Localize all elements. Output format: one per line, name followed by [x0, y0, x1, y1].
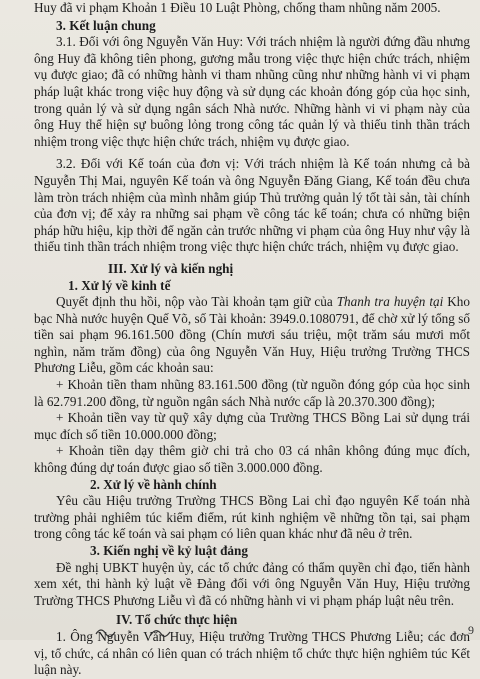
page-number: 9 — [468, 623, 474, 637]
heading-party-discipline: 3. Kiến nghị về kỷ luật đảng — [90, 543, 248, 558]
economic-text-start: Quyết định thu hồi, nộp vào Tài khoản tạm giữ của — [56, 294, 337, 310]
handwritten-marks — [0, 620, 480, 640]
bullet-loan: + Khoản tiền vay từ quỹ xây dựng của Trường THCS Bồng Lai sử dụng trái mục đích số tiền 10.000.000 đồng; — [34, 410, 470, 442]
document-body — [34, 0, 470, 679]
heading-general-conclusion: 3. Kết luận chung — [56, 17, 156, 33]
intro-line: Huy đã vi phạm Khoản 1 Điều 10 Luật Phòng, chống tham nhũng năm 2005. — [34, 0, 441, 15]
paragraph-3-2: 3.2. Đối với Kế toán của đơn vị: Với trách nhiệm là Kế toán nhưng cả bà Nguyễn Thị Mai, nguyên Kế toán và ông Nguyễn Đăng Giang, Kế toán đều chưa làm tròn trách nhiệm của mình nhằm giúp Thủ trưởng quản lý tốt tài sản, tài chính của đơn vị; để xảy ra những sai phạm về công tác kế toán; chưa có những biện pháp hữu hiệu, kịp thời để ngăn cản trước những vi phạm của ông Huy như vậy là thiếu tinh thần trách nhiệm trong việc thực hiện chức trách, nhiệm vụ được giao. — [34, 156, 470, 255]
heading-economic: 1. Xử lý về kinh tế — [68, 277, 171, 293]
economic-text-italic: Thanh tra huyện tại — [336, 294, 444, 310]
paragraph-party-discipline: Đề nghị UBKT huyện ủy, các tổ chức đảng có thẩm quyền chỉ đạo, tiến hành xem xét, thi hành kỷ luật về Đảng đối với ông Nguyễn Văn Huy, Hiệu trưởng Trường THCS Phương Liễu vì đã có những hành vi vi phạm pháp luật nêu trên. — [34, 559, 470, 608]
paragraph-implementation: 1. Ông Nguyễn Văn Huy, Hiệu trưởng Trường THCS Phương Liễu; các đơn vị, tổ chức, cá nhân có liên quan có trách nhiệm tổ chức thực hiện nghiêm túc Kết luận này. — [34, 628, 470, 678]
bullet-overtime: + Khoản tiền dạy thêm giờ chi trả cho 03 cá nhân không đúng mục đích, không đúng dự toán được giao số tiền 3.000.000 đồng. — [34, 443, 470, 476]
paragraph-economic — [34, 294, 470, 377]
bullet-corruption: + Khoản tiền tham nhũng 83.161.500 đồng (từ nguồn đóng góp của học sinh là 62.791.200 đồng, từ nguồn ngân sách Nhà nước cấp là 20.370.300 đồng); — [34, 377, 470, 409]
paragraph-administrative: Yêu cầu Hiệu trưởng Trường THCS Bồng Lai chỉ đạo nguyên Kế toán nhà trường phải nghiêm túc kiểm điểm, rút kinh nghiệm về những tồn tại, sai phạm trong công tác kế toán và sai phạm có liên quan khác như đã nêu ở trên. — [34, 493, 470, 542]
heading-section-III: III. Xử lý và kiến nghị — [108, 260, 234, 276]
heading-section-IV: IV. Tổ chức thực hiện — [116, 612, 238, 628]
paragraph-3-1: 3.1. Đối với ông Nguyễn Văn Huy: Với trách nhiệm là người đứng đầu nhưng ông Huy đã không tiên phong, gương mẫu trong việc thực hiện chức trách, nhiệm vụ được giao; đã có những hành vi tham nhũng cũng như những hành vi vi phạm pháp luật khác trong việc huy động và sử dụng các khoản đóng góp của học sinh, trong quản lý và sử dụng ngân sách Nhà nước. Những hành vi vi phạm này của ông Huy thể hiện sự buông lỏng trong công tác quản lý và thiếu tinh thần trách nhiệm trong việc thực hiện chức trách, nhiệm vụ được giao. — [34, 34, 470, 149]
economic-text-end: Kho bạc Nhà nước huyện Quế Võ, số Tài khoản: 3949.0.1080791, để chờ xử lý tổng số tiền sai phạm 96.161.500 đồng (Chín mươi sáu triệu, một trăm sáu mươi mốt nghìn, năm trăm đồng) của ông Nguyễn Văn Huy, Hiệu trưởng Trường THCS Phương Liễu, gồm các khoản sau: — [34, 294, 470, 376]
heading-administrative: 2. Xử lý về hành chính — [90, 476, 217, 492]
